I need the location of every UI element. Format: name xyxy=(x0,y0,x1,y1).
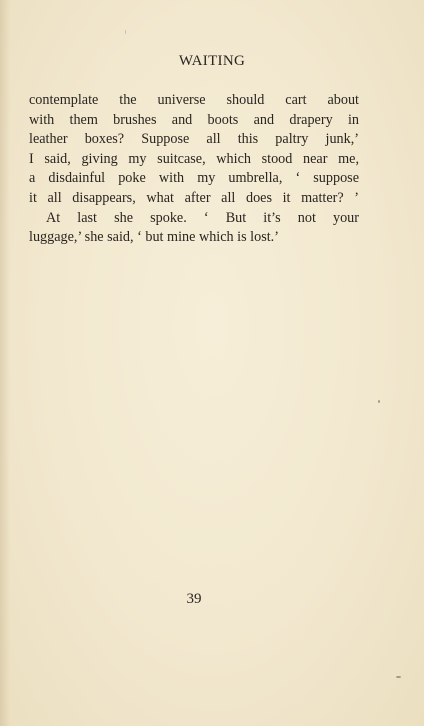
paper-speck xyxy=(378,400,380,403)
text-line: contemplate the universe should cart about xyxy=(29,92,359,108)
page-number: 39 xyxy=(186,591,202,607)
page-edge-shadow xyxy=(0,0,10,726)
text-line: luggage,’ she said, ‘ but mine which is lost.’ xyxy=(29,229,279,246)
text-line: At last she spoke. ‘ But it’s not your xyxy=(46,209,359,226)
text-line: it all disappears, what after all does it matter? ’ xyxy=(29,189,359,206)
body-text xyxy=(29,91,359,248)
paper-speck xyxy=(396,676,401,678)
text-line: I said, giving my suitcase, which stood near me, xyxy=(29,150,359,167)
running-head: WAITING xyxy=(178,53,246,69)
text-line: leather boxes? Suppose all this paltry junk,’ xyxy=(29,131,359,148)
paper-speck xyxy=(125,30,126,34)
text-line: with them brushes and boots and drapery in xyxy=(29,111,359,128)
text-line: a disdainful poke with my umbrella, ‘ suppose xyxy=(29,170,359,187)
